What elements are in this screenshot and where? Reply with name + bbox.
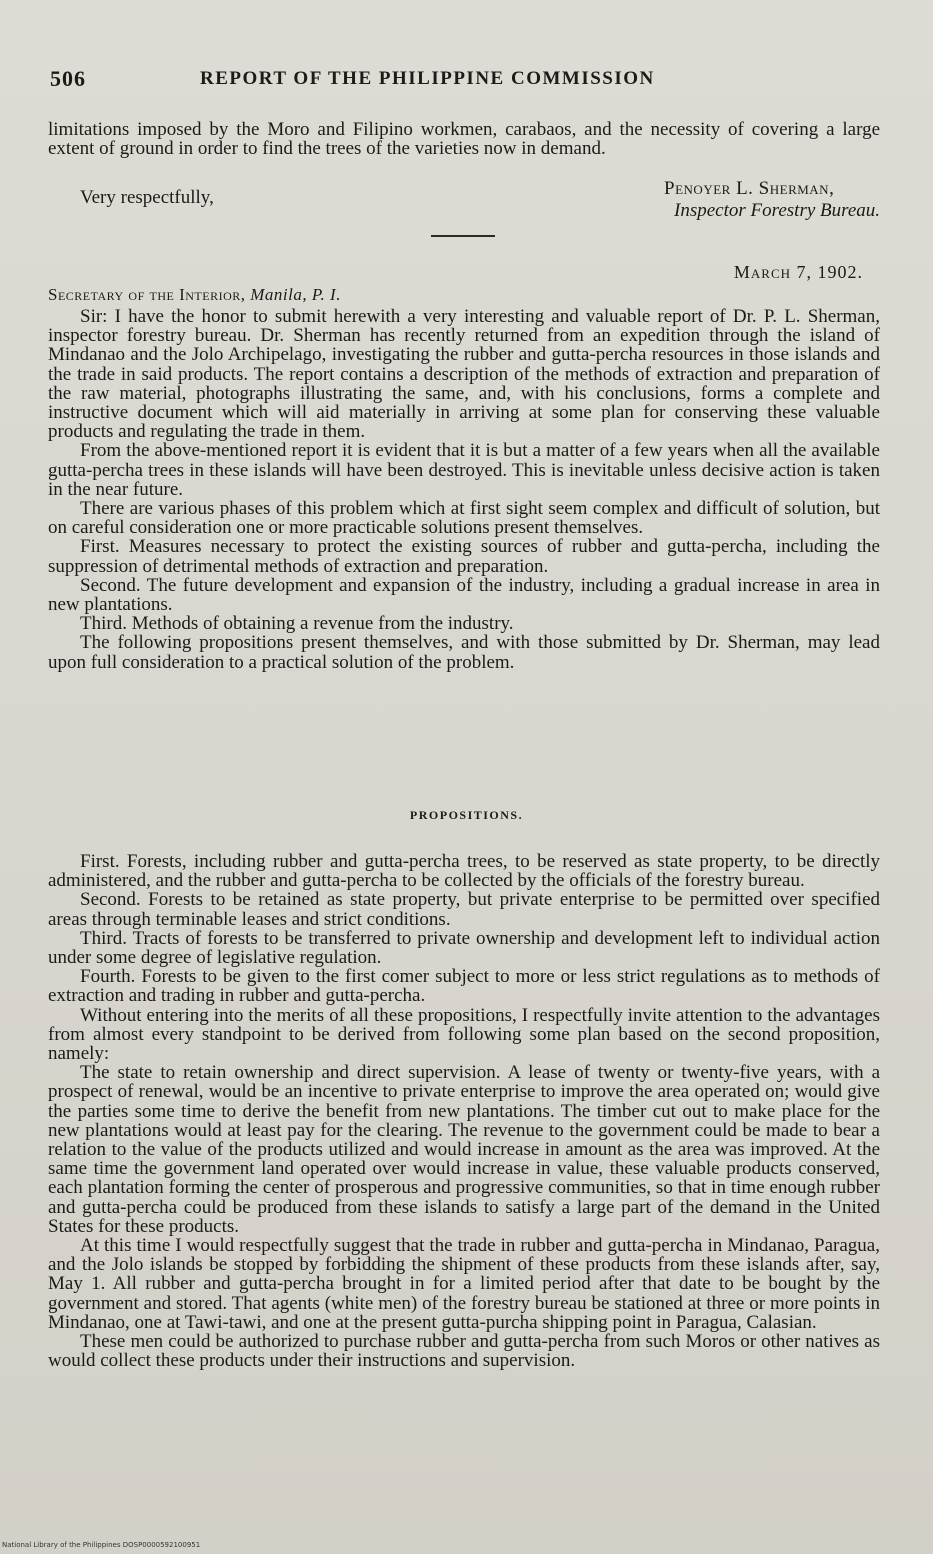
letter-paragraph: From the above-mentioned report it is evident that it is but a matter of a few years when all the available gutta-percha trees in these islands will have been destroyed. This is inevitable unless decisive action is taken in the near future. xyxy=(48,440,880,500)
page-header xyxy=(50,66,880,96)
signature-block xyxy=(664,178,880,222)
addressee-prefix: Secretary of the Interior, xyxy=(48,285,251,304)
proposition-paragraph: At this time I would respectfully suggest that the trade in rubber and gutta-percha in Mindanao, Paragua, and the Jolo islands be stopped by forbidding the shipment of these products from these islands after, say, May 1. All rubber and gutta-percha brought in for a limited period after that date to be bought by the government and stored. That agents (white men) of the forestry bureau be stationed at three or more points in Mindanao, one at Tawi-tawi, and one at the present gutta-purcha shipping point in Paragua, Calasian. xyxy=(48,1235,880,1333)
letter-date: March 7, 1902. xyxy=(733,262,863,282)
proposition-paragraph: Third. Tracts of forests to be transferred to private ownership and development left to individual action under some degree of legislative regulation. xyxy=(48,927,880,969)
continuation-text: limitations imposed by the Moro and Filipino workmen, carabaos, and the necessity of covering a large extent of ground in order to find the trees of the varieties now in demand. xyxy=(48,119,880,160)
closing-salutation: Very respectfully, xyxy=(80,187,214,208)
propositions-body xyxy=(48,852,880,1370)
running-title: REPORT OF THE PHILIPPINE COMMISSION xyxy=(200,68,655,89)
proposition-paragraph: Second. Forests to be retained as state property, but private enterprise to be permitted over specified areas through terminable leases and strict conditions. xyxy=(48,889,880,930)
letter-paragraph: There are various phases of this problem which at first sight seem complex and difficult of solution, but on careful consideration one or more practicable solutions present themselves. xyxy=(48,498,880,539)
letter-paragraph: The following propositions present themselves, and with those submitted by Dr. Sherman, may lead upon full consideration to a practical solution of the problem. xyxy=(48,632,880,673)
section-divider xyxy=(431,235,495,237)
proposition-paragraph: Fourth. Forests to be given to the first comer subject to more or less strict regulations as to methods of extraction and trading in rubber and gutta-percha. xyxy=(48,966,880,1007)
proposition-paragraph: The state to retain ownership and direct supervision. A lease of twenty or twenty-five years, with a prospect of renewal, would be an incentive to private enterprise to improve the area operated on; would give the parties some time to derive the benefit from new plantations. The timber cut out to make place for the new plantations would at least pay for the clearing. The revenue to the government could be made to bear a relation to the value of the products utilized and would increase in amount as the area was improved. At the same time the government land operated over would increase in value, these valuable products conserved, each plantation forming the center of prosperous and progressive communities, so that in time enough rubber and gutta-percha could be produced from these islands to satisfy a large part of the demand in the United States for these products. xyxy=(48,1062,880,1237)
letter-paragraph: Third. Methods of obtaining a revenue from the industry. xyxy=(80,613,514,635)
proposition-paragraph: First. Forests, including rubber and gutta-percha trees, to be reserved as state property, to be directly administered, and the rubber and gutta-percha to be collected by the officials of the forestry bureau. xyxy=(48,851,880,892)
addressee-line xyxy=(48,285,880,305)
addressee-place: Manila, P. I. xyxy=(250,285,341,304)
letter-paragraph: Second. The future development and expansion of the industry, including a gradual increase in area in new plantations. xyxy=(48,574,880,616)
propositions-heading: PROPOSITIONS. xyxy=(409,808,524,822)
signer-name: Penoyer L. Sherman, xyxy=(664,178,835,199)
signer-title: Inspector Forestry Bureau. xyxy=(674,200,880,221)
page-number: 506 xyxy=(50,66,86,91)
letter-paragraph: Sir: I have the honor to submit herewith a very interesting and valuable report of Dr. P. L. Sherman, inspector forestry bureau. Dr. Sherman has recently returned from an expedition through the island of Mindanao and the Jolo Archipelago, investigating the rubber and gutta-percha resources in those islands and the trade in said products. The report contains a description of the methods of extraction and preparation of the raw material, photographs illustrating the same, and, with his conclusions, forms a complete and instructive document which will aid materially in arriving at some plan for conserving these valuable products and regulating the trade in them. xyxy=(48,306,880,443)
letter-paragraph: First. Measures necessary to protect the existing sources of rubber and gutta-percha, including the suppression of detrimental methods of extraction and preparation. xyxy=(48,536,880,577)
proposition-paragraph: These men could be authorized to purchase rubber and gutta-percha from such Moros or other natives as would collect these products under their instructions and supervision. xyxy=(48,1331,880,1372)
letter-body xyxy=(48,307,880,672)
continuation-paragraph xyxy=(48,120,880,158)
proposition-paragraph: Without entering into the merits of all these propositions, I respectfully invite attention to the advantages from almost every standpoint to be derived from following some plan based on the second proposition, namely: xyxy=(48,1004,880,1065)
scan-credit: National Library of the Philippines DOSP0000592100951 xyxy=(2,1541,201,1549)
